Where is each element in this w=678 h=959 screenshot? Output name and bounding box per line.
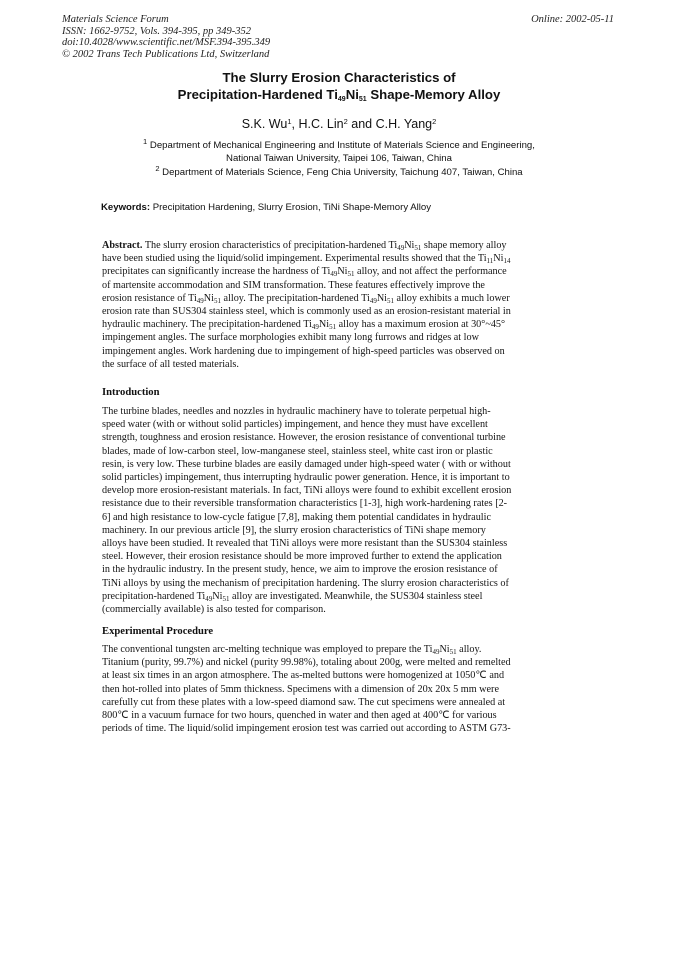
affiliation-1 bbox=[0, 137, 678, 165]
subscript: 14 bbox=[503, 257, 511, 266]
abstract-line bbox=[102, 239, 548, 252]
intro-line bbox=[102, 590, 548, 603]
affiliation-text: Department of Mechanical Engineering and Institute of Materials Science and Engineering, bbox=[147, 140, 535, 151]
text: The slurry erosion characteristics of precipitation-hardened Ti bbox=[142, 240, 398, 251]
abstract-paragraph bbox=[102, 239, 548, 371]
subscript: 49 bbox=[330, 270, 338, 279]
affiliation-marker: 2 bbox=[155, 164, 160, 173]
text: Ni bbox=[318, 319, 330, 331]
text: precipitates can significantly increase the hardness of Ti bbox=[102, 266, 331, 278]
text: Ni bbox=[203, 292, 214, 304]
text: have been studied using the liquid/solid impingement. Experimental results showed that the Ti bbox=[102, 253, 487, 265]
exp-line: at least six times in an argon atmosphere. The as-melted buttons were homogenized at 1050℃ and bbox=[102, 670, 505, 682]
intro-line: resistance due to their reversible transformation characteristics [1-3], high work-hardening rates [2- bbox=[102, 498, 508, 510]
subscript: 51 bbox=[329, 323, 337, 332]
abstract-line bbox=[102, 318, 548, 331]
intro-line: The turbine blades, needles and nozzles in hydraulic machinery have to tolerate perpetual high- bbox=[102, 406, 491, 417]
author-list bbox=[0, 117, 678, 132]
intro-line: speed water (with or without solid particles) impingement, and hence they must have excellent bbox=[102, 419, 488, 431]
abstract-line: impingement angles. Work hardening due to impingement of high-speed particles was observed on bbox=[102, 345, 505, 357]
abstract-line: of martensite accommodation and SIM transformation. These features effectively improve the bbox=[102, 279, 485, 291]
text: The conventional tungsten arc-melting technique was employed to prepare the Ti bbox=[102, 644, 433, 655]
section-heading-experimental: Experimental Procedure bbox=[102, 626, 214, 637]
exp-line: then hot-rolled into plates of 5mm thickness. Specimens with a dimension of 20x 20x 5 mm were bbox=[102, 683, 499, 695]
intro-line: resin, is very low. These turbine blades are easily damaged under high-speed water ( with or without bbox=[102, 458, 511, 470]
text: alloy. The precipitation-hardened Ti bbox=[220, 292, 370, 304]
subscript: 51 bbox=[387, 296, 394, 305]
text: Ni bbox=[493, 253, 504, 265]
subscript: 49 bbox=[369, 296, 377, 305]
exp-line bbox=[102, 643, 548, 656]
title-subscript: 51 bbox=[358, 96, 367, 103]
text: alloy. bbox=[456, 644, 482, 655]
subscript: 49 bbox=[196, 296, 204, 305]
intro-line: machinery. In our previous article [9], the slurry erosion characteristics of TiNi shape memory bbox=[102, 524, 486, 536]
subscript: 51 bbox=[347, 270, 355, 279]
title-line-1: The Slurry Erosion Characteristics of bbox=[222, 70, 456, 85]
intro-line: steel. However, their erosion resistance should be more improved further to extend the application bbox=[102, 551, 502, 563]
author-name: , H.C. Lin bbox=[291, 117, 344, 131]
text: alloy, and not affect the performance bbox=[354, 266, 507, 278]
text: precipitation-hardened Ti bbox=[102, 590, 206, 602]
exp-line: carefully cut from these plates with a low-speed diamond saw. The cut specimens were annealed at bbox=[102, 696, 506, 708]
subscript: 51 bbox=[222, 594, 230, 603]
intro-line: in the hydraulic industry. In the present study, hence, we aim to improve the erosion resistance of bbox=[102, 564, 498, 576]
exp-line: periods of time. The liquid/solid impingement erosion test was carried out according to ASTM G73- bbox=[102, 723, 511, 735]
intro-line: alloys have been studied. It revealed that TiNi alloys were more resistant than the SUS304 stainless bbox=[102, 538, 508, 550]
experimental-paragraph bbox=[102, 643, 548, 735]
intro-line: TiNi alloys by using the mechanism of precipitation hardening. The slurry erosion characteristics of bbox=[102, 577, 509, 589]
affiliation-line: National Taiwan University, Taipei 106, Taiwan, China bbox=[226, 152, 452, 164]
keywords-text: Precipitation Hardening, Slurry Erosion, TiNi Shape-Memory Alloy bbox=[150, 202, 432, 213]
title-line-2 bbox=[0, 86, 678, 103]
keywords-label: Keywords: bbox=[101, 202, 151, 213]
text: Ni bbox=[376, 292, 387, 304]
journal-header bbox=[62, 14, 270, 60]
journal-name: Materials Science Forum bbox=[62, 14, 169, 25]
text: alloy are investigated. Meanwhile, the SUS304 stainless steel bbox=[229, 590, 483, 602]
intro-line: develop more erosion-resistant materials. In fact, TiNi alloys were found to exhibit excellent erosion bbox=[102, 485, 512, 497]
abstract-line bbox=[102, 252, 548, 265]
subscript: 51 bbox=[213, 296, 221, 305]
affiliation-2 bbox=[0, 164, 678, 180]
title-text: Precipitation-Hardened Ti bbox=[177, 87, 338, 102]
intro-line: strength, toughness and erosion resistance. However, the erosion resistance of conventional turbine bbox=[102, 432, 506, 444]
title-text: Ni bbox=[345, 87, 359, 102]
author-name: S.K. Wu bbox=[241, 117, 288, 131]
text: Ni bbox=[439, 644, 450, 655]
exp-line: 800℃ in a vacuum furnace for two hours, quenched in water and then aged at 400℃ for various bbox=[102, 710, 497, 722]
intro-line: blades, made of low-carbon steel, low-manganese steel, stainless steel, white cast iron or plastic bbox=[102, 445, 493, 457]
intro-line: solid particles) impingement, thus interrupting hydraulic power generation. Hence, it is important to bbox=[102, 472, 510, 484]
text: erosion resistance of Ti bbox=[102, 292, 197, 304]
abstract-line: impingement angles. The surface morphologies exhibit many long furrows and ridges at low bbox=[102, 332, 479, 344]
subscript: 51 bbox=[449, 648, 457, 656]
text: Ni bbox=[404, 240, 415, 251]
section-heading-introduction: Introduction bbox=[102, 387, 160, 398]
affiliation-marker: 1 bbox=[287, 117, 292, 126]
affiliation-line bbox=[0, 137, 678, 153]
title-text: Shape-Memory Alloy bbox=[366, 87, 501, 102]
abstract-line: erosion rate than SUS304 stainless steel, which is commonly used as an erosion-resistant material in bbox=[102, 306, 511, 318]
affiliation-marker: 1 bbox=[143, 137, 148, 146]
text: alloy exhibits a much lower bbox=[394, 292, 510, 304]
text: Ni bbox=[212, 590, 223, 602]
subscript: 49 bbox=[311, 323, 319, 332]
affiliation-line bbox=[0, 164, 678, 180]
subscript: 51 bbox=[414, 244, 422, 252]
doi-line: doi:10.4028/www.scientific.net/MSF.394-395.349 bbox=[62, 37, 271, 48]
issn-line: ISSN: 1662-9752, Vols. 394-395, pp 349-352 bbox=[62, 25, 251, 37]
text: alloy has a maximum erosion at 30°~45° bbox=[336, 319, 506, 331]
keywords bbox=[101, 202, 431, 214]
subscript: 49 bbox=[432, 648, 440, 656]
affiliation-marker: 2 bbox=[343, 117, 348, 126]
abstract-line: the surface of all tested materials. bbox=[102, 358, 239, 370]
subscript: 49 bbox=[397, 244, 405, 252]
paper-title bbox=[0, 69, 678, 103]
introduction-paragraph bbox=[102, 405, 548, 616]
text: shape memory alloy bbox=[421, 240, 507, 251]
abstract-label: Abstract. bbox=[102, 240, 143, 251]
author-name: and C.H. Yang bbox=[347, 117, 433, 131]
copyright-line: © 2002 Trans Tech Publications Ltd, Switzerland bbox=[62, 48, 270, 60]
abstract-line bbox=[102, 292, 548, 305]
abstract-line bbox=[102, 265, 548, 278]
intro-line: 6] and high resistance to low-cycle fatigue [7,8], making them potential candidates in hydraulic bbox=[102, 511, 491, 523]
text: Ni bbox=[337, 266, 348, 278]
text: hydraulic machinery. The precipitation-hardened Ti bbox=[102, 319, 312, 331]
subscript: 49 bbox=[205, 594, 213, 603]
subscript: 11 bbox=[486, 257, 494, 266]
exp-line: Titanium (purity, 99.7%) and nickel (purity 99.98%), totaling about 200g, were melted and remelted bbox=[102, 657, 511, 669]
intro-line: (commercially available) is also tested for comparison. bbox=[102, 604, 326, 616]
affiliation-text: Department of Materials Science, Feng Chia University, Taichung 407, Taiwan, China bbox=[159, 167, 523, 178]
title-subscript: 49 bbox=[337, 96, 346, 103]
online-date: Online: 2002-05-11 bbox=[531, 14, 614, 25]
affiliation-marker: 2 bbox=[432, 117, 437, 126]
